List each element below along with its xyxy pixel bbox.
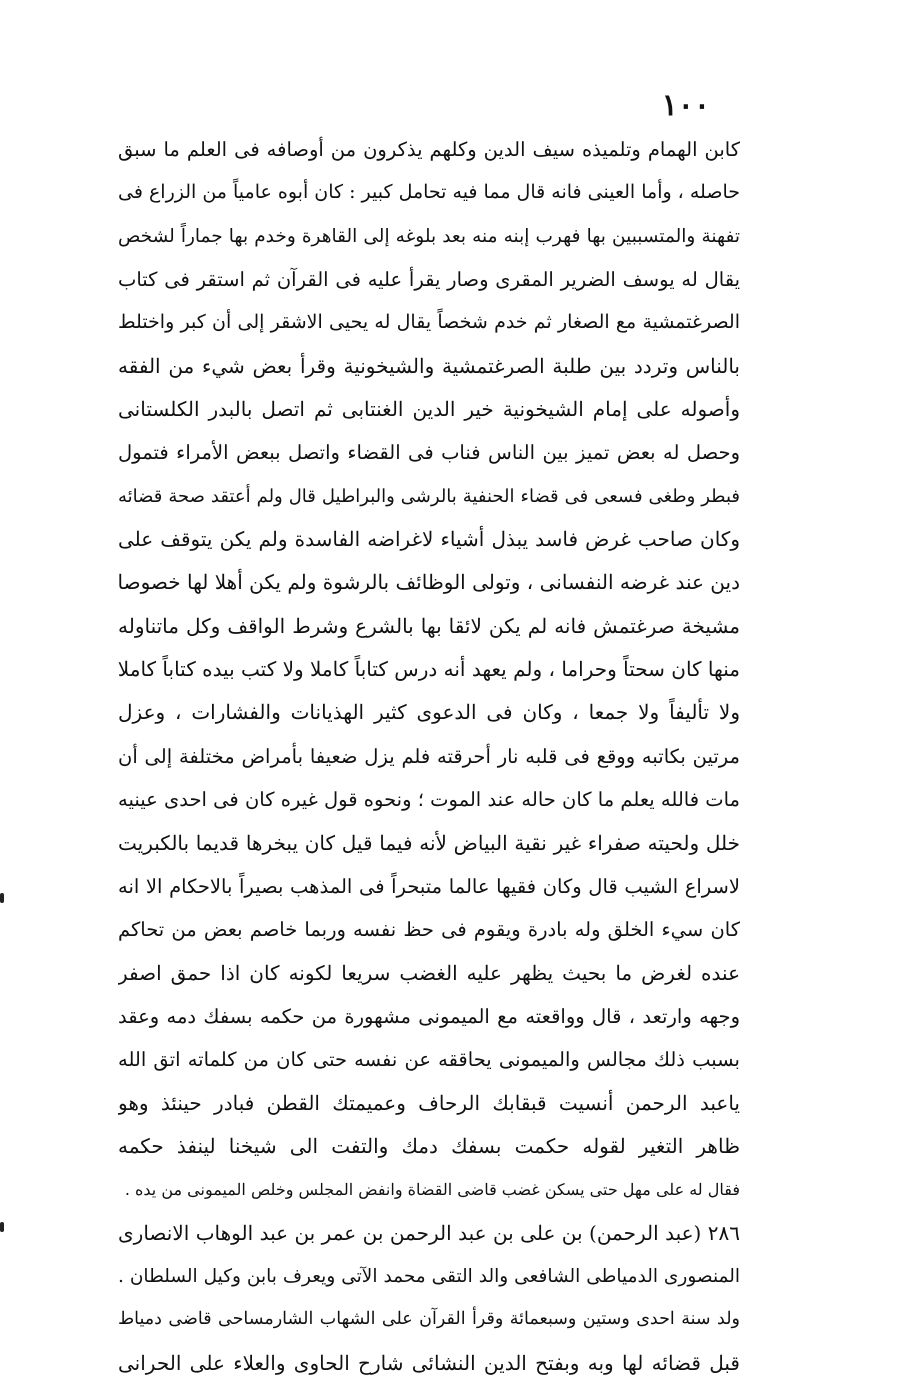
text-line: عنده لغرض ما بحيث يظهر عليه الغضب سريعا لكونه كان اذا حمق اصفر: [118, 960, 740, 985]
entry-heading-line: ٢٨٦ (عبد الرحمن) بن على بن عبد الرحمن بن عمر بن عبد الوهاب الانصارى: [118, 1220, 740, 1245]
text-line: قبل قضائه لها وبه وبفتح الدين النشائى شارح الحاوى والعلاء على الحرانى: [118, 1350, 740, 1375]
text-line: كابن الهمام وتلميذه سيف الدين وكلهم يذكرون من أوصافه فى العلم ما سبق: [118, 138, 740, 161]
text-line: وأصوله على إمام الشيخونية خير الدين الغنتابى ثم اتصل بالبدر الكلستانى: [118, 397, 740, 422]
body-text: [118, 128, 740, 1385]
text-line: بالناس وتردد بين طلبة الصرغتمشية والشيخونية وقرأ بعض شيء من الفقه: [118, 353, 740, 378]
text-line: مات فالله يعلم ما كان حاله عند الموت ؛ ونحوه قول غيره كان فى احدى عينيه: [118, 788, 740, 812]
scan-margin-mark: [0, 893, 4, 903]
text-line: دين عند غرضه النفسانى ، وتولى الوظائف بالرشوة ولم يكن أهلا لها خصوصا: [118, 570, 740, 595]
text-line: ياعبد الرحمن أنسيت قبقابك الرحاف وعميمتك القطن فبادر حينئذ وهو: [118, 1090, 740, 1115]
text-line: حاصله ، وأما العينى فانه قال مما فيه تحامل كبير : كان أبوه عامياً من الزراع فى: [118, 181, 740, 204]
text-line: مشيخة صرغتمش فانه لم يكن لائقا بها بالشرع وشرط الواقف وكل ماتناوله: [118, 613, 740, 638]
text-line: مرتين بكاتبه ووقع فى قلبه نار أحرقته فلم يزل ضعيفا بأمراض مختلفة إلى أن: [118, 744, 740, 768]
text-line: تفهنة والمتسببين بها فهرب إبنه منه بعد بلوغه إلى القاهرة وخدم بها جماراً لشخص: [118, 225, 740, 247]
text-line: بسبب ذلك مجالس والميمونى يحاققه عن نفسه حتى كان من كلماته اتق الله: [118, 1048, 740, 1072]
text-line: المنصورى الدمياطى الشافعى والد التقى محمد الآتى ويعرف بابن وكيل السلطان .: [118, 1265, 740, 1287]
text-line: وحصل له بعض تميز بين الناس فناب فى القضاء واتصل ببعض الأمراء فتمول: [118, 441, 740, 465]
page-number: ١٠٠: [661, 88, 710, 123]
text-line: كان سيء الخلق وله بادرة ويقوم فى حظ نفسه وربما خاصم بعض من تحاكم: [118, 918, 740, 942]
text-line: وجهه وارتعد ، قال وواقعته مع الميمونى مشهورة من حكمه بسفك دمه وعقد: [118, 1004, 740, 1028]
text-line: الصرغتمشية مع الصغار ثم خدم شخصاً يقال له يحيى الاشقر إلى أن كبر واختلط: [118, 311, 740, 334]
scan-margin-mark: [0, 1222, 4, 1232]
text-line: وكان صاحب غرض فاسد يبذل أشياء لاغراضه الفاسدة ولم يكن يتوقف على: [118, 527, 740, 552]
text-line: ظاهر التغير لقوله حكمت بسفك دمك والتفت الى شيخنا لينفذ حكمه: [118, 1133, 740, 1158]
text-line: لاسراع الشيب قال وكان فقيها عالما متبحراً فى المذهب بصيراً بالاحكام الا انه: [118, 874, 740, 898]
text-line: فبطر وطغى فسعى فى قضاء الحنفية بالرشى والبراطيل قال ولم أعتقد صحة قضائه: [118, 485, 740, 507]
text-line: منها كان سحتاً وحراما ، ولم يعهد أنه درس كتاباً كاملا ولا كتب بيده كتاباً كاملا: [118, 657, 740, 682]
text-line: فقال له على مهل حتى يسكن غضب قاضى القضاة وانفض المجلس وخلص الميمونى من يده .: [124, 1180, 740, 1200]
text-line: ولا تأليفاً ولا جمعا ، وكان فى الدعوى كثير الهذيانات والفشارات ، وعزل: [118, 700, 740, 725]
text-line: يقال له يوسف الضرير المقرى وصار يقرأ عليه فى القرآن ثم استقر فى كتاب: [118, 268, 740, 292]
text-line: ولد سنة احدى وستين وسبعمائة وقرأ القرآن على الشهاب الشارمساحى قاضى دمياط: [118, 1309, 740, 1330]
text-line: خلل ولحيته صفراء غير نقية البياض لأنه فيما قيل كان يبخرها قديما بالكبريت: [118, 830, 740, 855]
